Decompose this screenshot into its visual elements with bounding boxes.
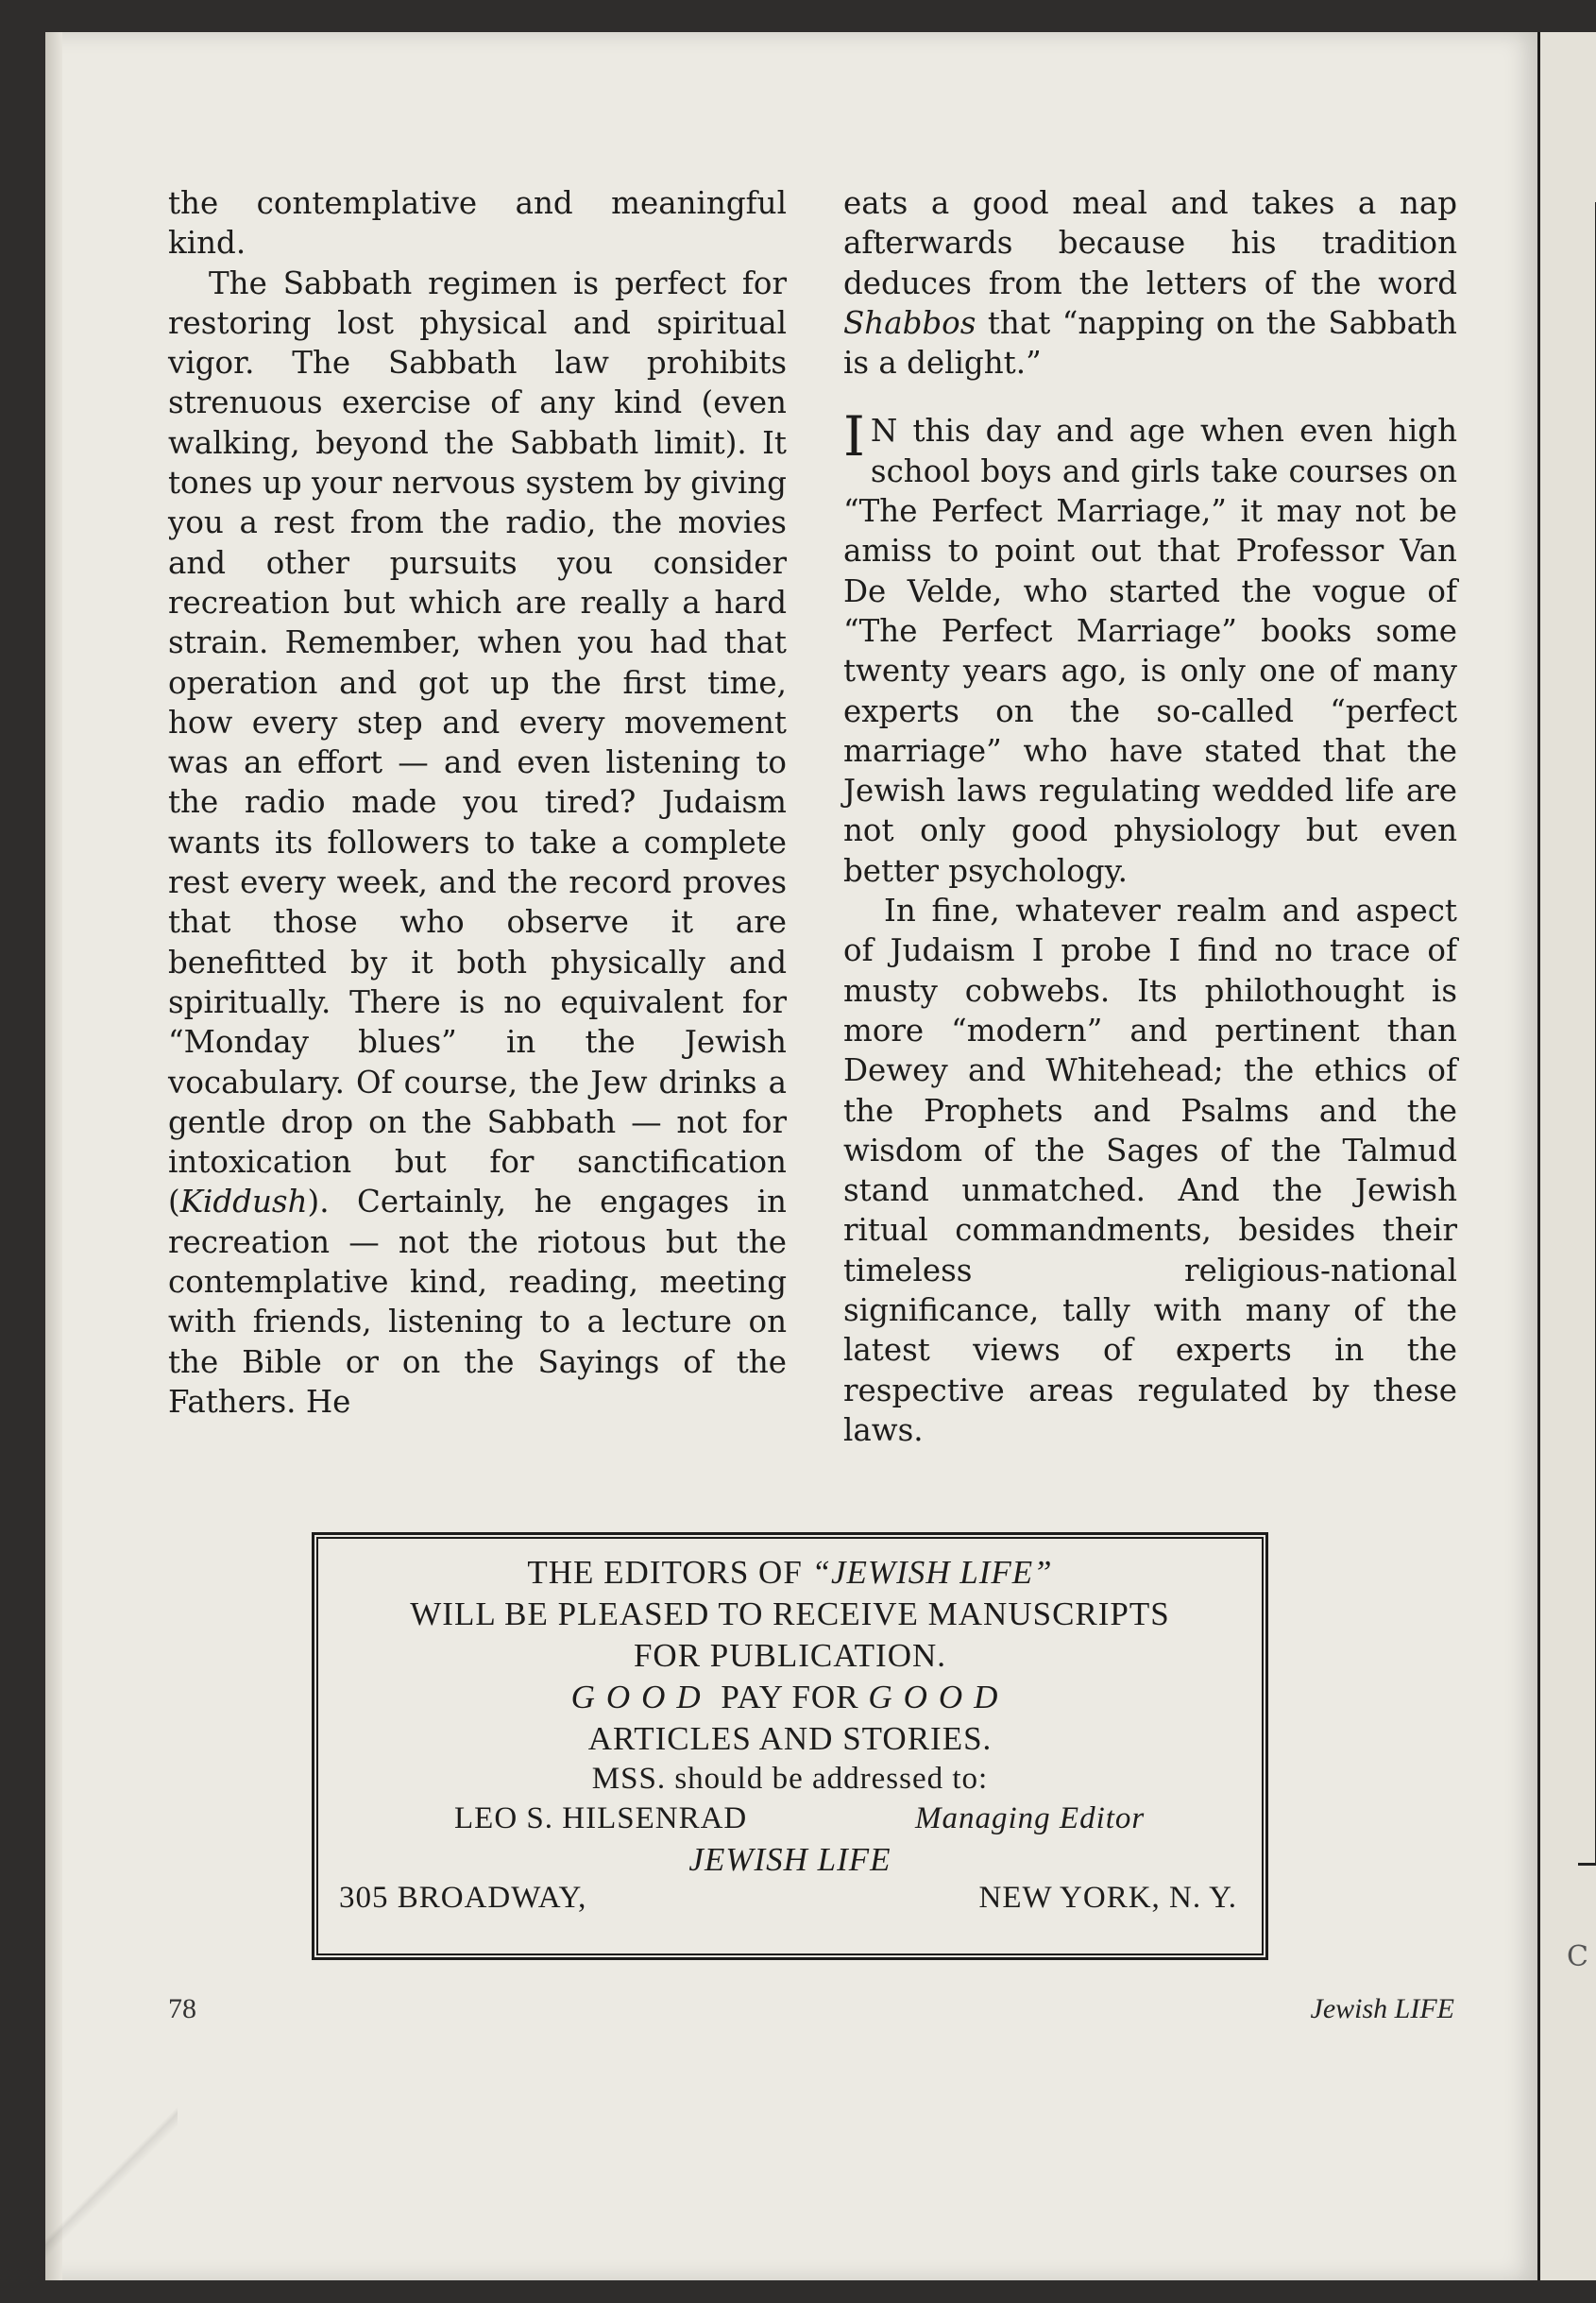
notice-line-1: THE EDITORS OF “JEWISH LIFE” [527, 1554, 1053, 1591]
editor-name: LEO S. HILSENRAD [454, 1801, 748, 1835]
facing-page-edge [1537, 32, 1596, 2280]
right-column [843, 183, 1457, 1450]
right-paragraph-1: eats a good meal and takes a nap afterwards because his tradition deduces from the letters of the word Shabbos that “napping on the Sabbath is a delight.” [843, 185, 1457, 382]
notice-magazine: JEWISH LIFE [688, 1841, 891, 1878]
left-paragraph-1: the contemplative and meaningful kind. [168, 185, 787, 262]
page-binding-edge [45, 32, 62, 2280]
notice-line-5: ARTICLES AND STORIES. [587, 1720, 993, 1757]
right-paragraph-2: I N this day and age when even high school boys and girls take courses on “The Perfect Marriage,” it may not be amiss to point out that Professor Van De Velde, who started the vogue of “The Perfect Marriage” books some twenty years ago, is only one of many experts on the so-called “perfect marriage” who have stated that the Jewish laws regulating wedded life are not only good physiology but even better psychology. [843, 404, 1457, 889]
facing-page-rule-end [1578, 1863, 1596, 1866]
street-address: 305 BROADWAY, [339, 1881, 587, 1915]
page-number: 78 [168, 1993, 196, 2024]
left-column [168, 183, 787, 1422]
left-paragraph-2: The Sabbath regimen is perfect for restoring lost physical and spiritual vigor. The Sabbath law prohibits strenuous exercise of any kind (even walking, beyond the Sabbath limit). It tones up your nervous system by giving you a rest from the radio, the movies and other pursuits you consider recreation but which are really a hard strain. Remember, when you had that operation and got up the first time, how every step and every movement was an effort — and even listening to the radio made you tired? Judaism wants its followers to take a complete rest every week, and the record proves that those who observe it are benefitted by it both physically and spiritually. There is no equivalent for “Monday blues” in the Jewish vocabulary. Of course, the Jew drinks a gentle drop on the Sabbath — not for intoxication but for sanctification (Kiddush). Certainly, he engages in recreation — not the riotous but the contemplative kind, reading, meeting with friends, listening to a lecture on the Bible or on the Sayings of the Fathers. He [168, 264, 787, 1420]
notice-line-4: GOOD PAY FOR GOOD [570, 1679, 1010, 1715]
facing-page-letter: C [1567, 1940, 1588, 1973]
notice-line-6: MSS. should be addressed to: [591, 1762, 989, 1796]
editor-title: Managing Editor [915, 1801, 1146, 1835]
right-paragraph-3: In fine, whatever realm and aspect of Judaism I probe I find no trace of musty cobwebs. Its philothought is more “modern” and pertinent than Dewey and Whitehead; the ethics of the Prophets and Psalms and the wisdom of the Sages of the Talmud stand unmatched. And the Jewish ritual commandments, besides their timeless religious-national significance, tally with many of the latest views of experts in the respective areas regulated by these laws. [843, 893, 1457, 1448]
kiddush-term: Kiddush [179, 1184, 308, 1220]
city-address: NEW YORK, N. Y. [978, 1881, 1237, 1915]
editors-notice-box [312, 1532, 1268, 1960]
running-title: Jewish LIFE [1310, 1993, 1454, 2024]
page-corner-curl [45, 2078, 178, 2280]
shabbos-term: Shabbos [843, 304, 976, 341]
notice-line-3: FOR PUBLICATION. [633, 1637, 947, 1674]
notice-line-2: WILL BE PLEASED TO RECEIVE MANUSCRIPTS [410, 1595, 1170, 1632]
drop-cap: I [843, 404, 865, 469]
